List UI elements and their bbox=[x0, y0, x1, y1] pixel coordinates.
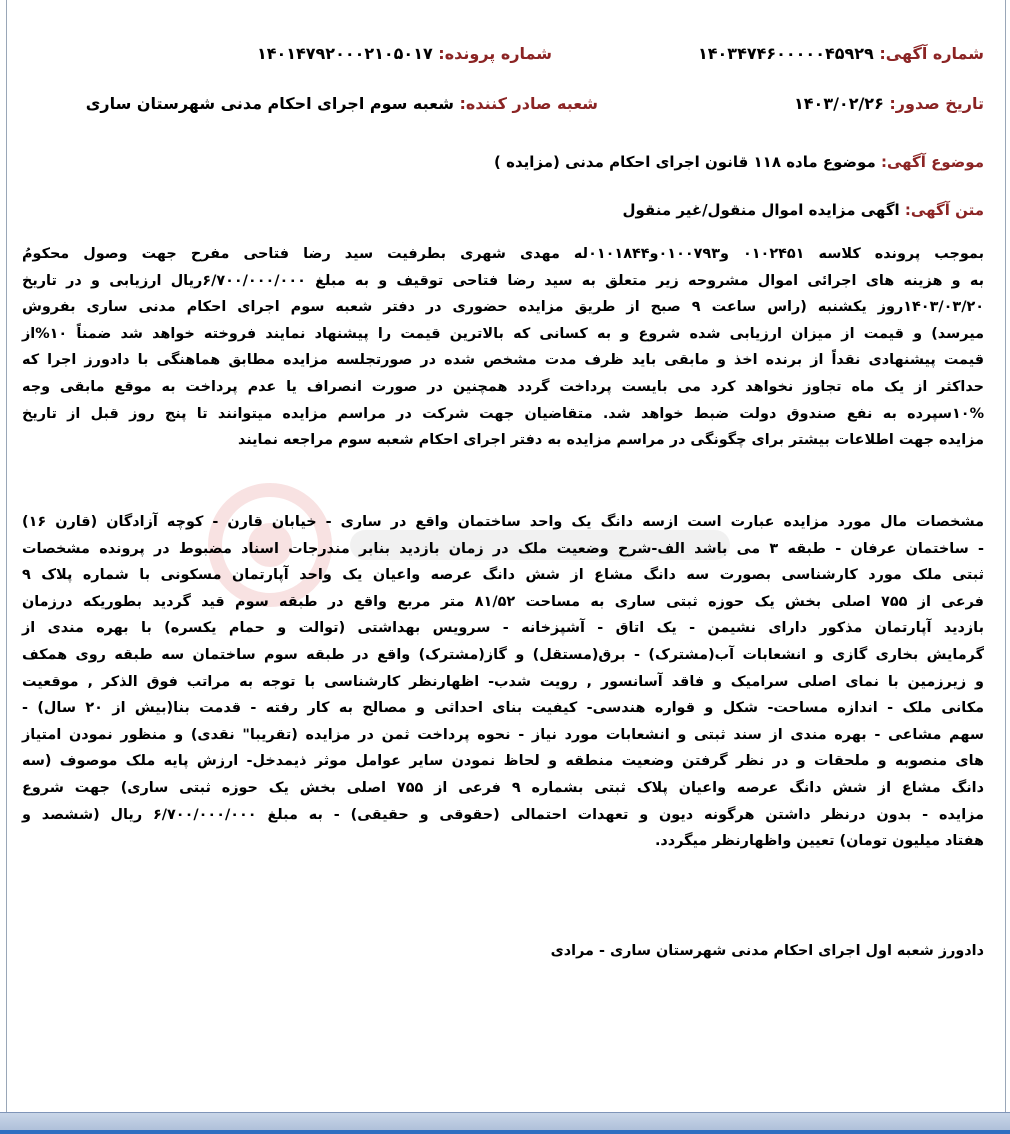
notice-number bbox=[698, 44, 984, 63]
paragraph-line: میرسد) و قیمت از میزان ارزیابی شده شروع و به کسانی که بالاترین قیمت را پیشنهاد نمایند فروخته خواهد شد ضمناً ۱۰%از bbox=[22, 325, 984, 342]
paragraph-line: هفتاد میلیون تومان) تعیین واظهارنظر میگردد. bbox=[654, 833, 984, 850]
paragraph-line: و زیرزمین با نمای اصلی سرامیک و فاقد آسانسور , رویت شدب- اظهارنظر کارشناسی با توجه به مراتب فوق الذکر , موقعیت bbox=[22, 673, 984, 690]
paragraph-line: حداکثر از یک ماه تجاوز نخواهد کرد می بایست پرداخت گردد همچنین در صورت انصراف یا عدم پرداخت به موقع مابقی وجه bbox=[22, 378, 984, 395]
issuing-branch bbox=[86, 94, 598, 113]
paragraph-line: های منصوبه و ملحقات و در نظر گرفتن وضعیت منطقه و لحاظ نمودن سایر عوامل موثر ذیمدخل- ارزش پایه ملک موصوف (سه bbox=[22, 753, 984, 770]
signature-line: دادورز شعبه اول اجرای احکام مدنی شهرستان ساری - مرادی bbox=[550, 943, 984, 959]
paragraph-line: - ساختمان عرفان - طبقه ۳ می باشد الف-شرح وضعیت ملک در زمان بازدید بنابر مندرجات اسناد مضبوط در پرونده مشخصات bbox=[22, 540, 984, 557]
issuing-branch-value: شعبه سوم اجرای احکام مدنی شهرستان ساری bbox=[85, 94, 454, 113]
paragraph-line: فرعی از ۷۵۵ اصلی بخش یک حوزه ثبتی ساری به مساحت ۸۱/۵۲ متر مربع واقع در طبقه سوم قید گردید بطوریکه درزمان bbox=[22, 593, 984, 610]
notice-text-value: اگهی مزایده اموال منقول/غیر منقول bbox=[622, 201, 900, 219]
notice-text-title bbox=[623, 201, 984, 219]
notice-subject-value: موضوع ماده ۱۱۸ قانون اجرای احکام مدنی (مزایده ) bbox=[494, 153, 876, 171]
auction-paragraph bbox=[22, 241, 984, 454]
case-number bbox=[257, 44, 552, 63]
issue-date bbox=[794, 94, 984, 113]
paragraph-line: بموجب پرونده کلاسه ۰۱۰۲۴۵۱ و۰۱۰۰۷۹۳و۰۱۰۱۸۴۴له مهدی شهری بطرفیت سید رضا فتاحی مفرح جهت وصول محکومُ bbox=[22, 246, 984, 262]
paragraph-line: گرمایش بخاری گازی و انشعابات آب(مشترک) - برق(مستقل) و گاز(مشترک) واقع در طبقه سوم ساختمان سه طبقه روی همکف bbox=[22, 646, 984, 663]
window-bottom-bar bbox=[0, 1112, 1010, 1134]
paragraph-line: قیمت پیشنهادی نقداً از برنده اخذ و مابقی باید ظرف مدت مشخص شده در صورتجلسه مزایده مطابق هماهنگی با دادورز اجرا که bbox=[22, 352, 984, 369]
paragraph-line: ۱۰%سپرده به نفع صندوق دولت ضبط خواهد شد. متقاضیان جهت شرکت در مراسم مزایده میتوانند تا پنج روز قبل از تاریخ bbox=[22, 405, 984, 422]
paragraph-line: بازدید آپارتمان مذکور دارای نشیمن - یک اتاق - آشپزخانه - سرویس بهداشتی (توالت و حمام یکسره) با بهره مندی از bbox=[22, 620, 984, 637]
paragraph-line: مشخصات مال مورد مزایده عبارت است ازسه دانگ یک واحد ساختمان واقع در ساری - خیابان قارن - کوچه آزادگان (قارن ۱۶) bbox=[22, 514, 984, 530]
paragraph-line: مزایده جهت اطلاعات بیشتر برای چگونگی در مراسم مزایده به دفتر اجرای احکام شعبه سوم مراجعه نمایند bbox=[237, 432, 984, 449]
issuing-branch-label: شعبه صادر کننده: bbox=[459, 94, 598, 113]
notice-number-label: شماره آگهی: bbox=[879, 44, 984, 63]
paragraph-line: به و هزینه های اجرائی اموال مشروحه زیر متعلق به سید رضا فتاحی توقیف و به مبلغ ۶/۷۰۰/۰۰۰/۰۰۰ریال ارزیابی و در تاریخ bbox=[22, 272, 984, 289]
issue-date-value: ۱۴۰۳/۰۲/۲۶ bbox=[794, 94, 884, 113]
notice-subject bbox=[494, 153, 984, 171]
property-description-paragraph bbox=[22, 509, 984, 855]
taskbar-strip bbox=[0, 1130, 1010, 1134]
paragraph-line: مکانی ملک - اندازه مساحت- شکل و قواره هندسی- کیفیت بنای احداثی و مصالح به کار رفته - قدمت بنا(بیش از ۲۰ سال) - bbox=[22, 700, 984, 717]
paragraph-line: ۱۴۰۳/۰۳/۲۰روز یکشنبه (راس ساعت ۹ صبح از طریق مزایده حضوری در دفتر شعبه سوم اجرای احکام مدنی ساری بفروش bbox=[22, 299, 985, 316]
notice-subject-label: موضوع آگهی: bbox=[880, 153, 984, 171]
case-number-value: ۱۴۰۱۴۷۹۲۰۰۰۲۱۰۵۰۱۷ bbox=[256, 44, 433, 63]
notice-text-label: متن آگهی: bbox=[904, 201, 984, 219]
paragraph-line: سهم مشاعی - بهره مندی از سند ثبتی و انشعابات مورد نیاز - نحوه پرداخت ثمن در مزایده (تقریبا" نقدی) و منظور نمودن امتیاز bbox=[22, 726, 984, 743]
paragraph-line: ثبتی ملک مورد کارشناسی بصورت سه دانگ مشاع از شش دانگ عرصه واعیان یک واحد آپارتمان مسکونی با شماره پلاک ۹ bbox=[22, 567, 984, 584]
paragraph-line: مزایده - بدون درنظر داشتن هرگونه دیون و تعهدات احتمالی (حقوقی و حقیقی) - به مبلغ ۶/۷۰۰/۰۰۰/۰۰۰ ریال (ششصد و bbox=[22, 806, 985, 823]
paragraph-line: دانگ مشاع از شش دانگ عرصه واعیان پلاک ثبتی بشماره ۹ فرعی از ۷۵۵ اصلی بخش یک حوزه ثبتی ساری) جهت شروع bbox=[22, 779, 985, 796]
case-number-label: شماره پرونده: bbox=[438, 44, 552, 63]
issue-date-label: تاریخ صدور: bbox=[889, 94, 984, 113]
notice-number-value: ۱۴۰۳۴۷۴۶۰۰۰۰۰۴۵۹۲۹ bbox=[698, 44, 874, 63]
